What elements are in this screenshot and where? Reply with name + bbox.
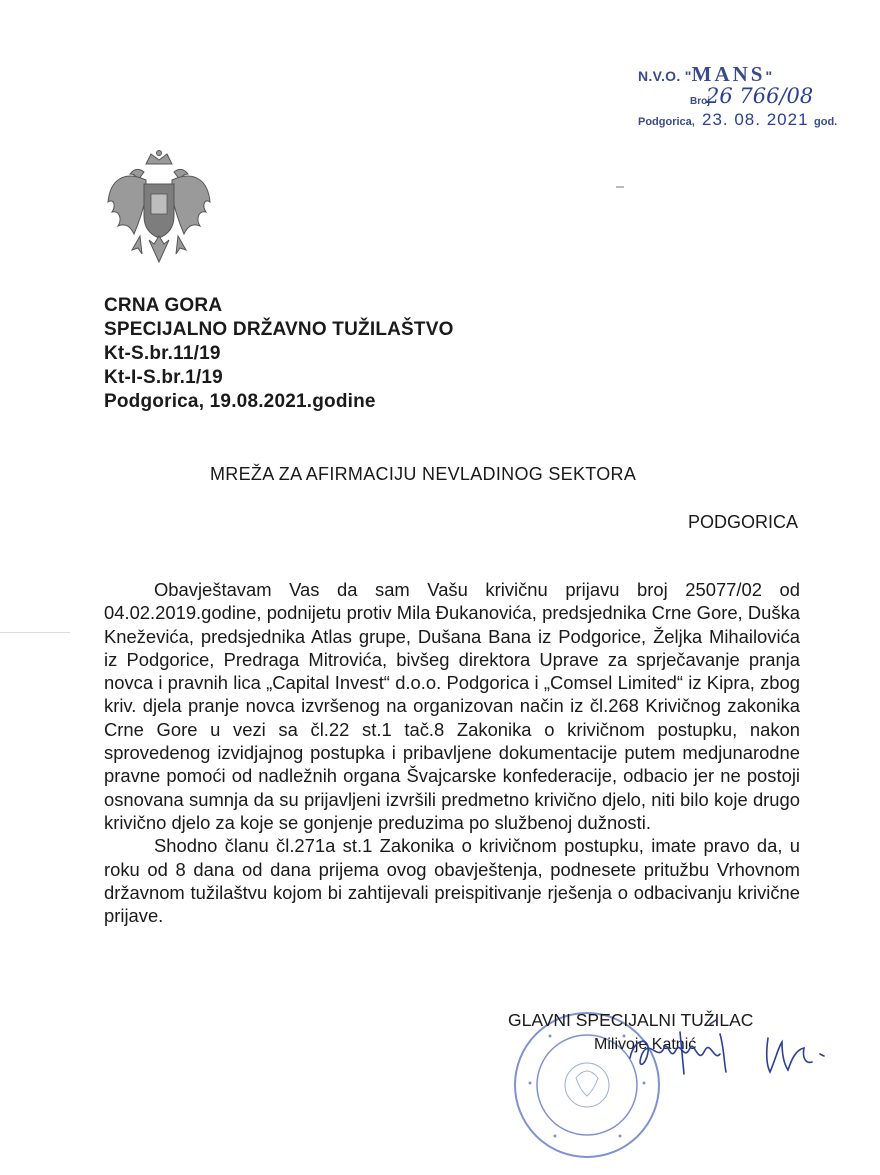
stamp-org-name: MANS [691, 62, 766, 86]
recipient-city: PODGORICA [687, 512, 798, 532]
stamp-year-label: god. [814, 116, 838, 128]
stamp-number-label: Broj [690, 96, 710, 107]
signature-name: Milivoje Katnić [594, 1036, 697, 1053]
body-paragraph-1: Obavještavam Vas da sam Vašu krivičnu prijavu broj 25077/02 od 04.02.2019.godine, podnijetu protiv Mila Đukanovića, predsjednika Crne Gore, Duška Kneževića, predsjednika Atlas grupe, Dušana Bana iz Podgorice, Željka Mihailovića iz Podgorice, Predraga Mitrovića, bivšeg direktora Uprave za sprječavanje pranja novca i pravnih lica „Capital Invest“ d.o.o. Podgorica i „Comsel Limited“ iz Kipra, zbog kriv. djela pranje novca izvršenog na organizovan način iz čl.268 Krivičnog zakonika Crne Gore u vezi sa čl.22 st.1 tač.8 Zakonika o krivičnom postupku, nakon sprovedenog izvidjajnog postupka i pribavljene dokumentacije putem medjunarodne pravne pomoći od nadležnih organa Švajcarske konfederacije, odbacio jer ne postoji osnovana sumnja da su prijavljeni izvršili predmetno krivično djelo, niti bilo koje drugo krivično djelo za koje se gonjenje preduzima po službenoj dužnosti. [104, 579, 800, 833]
registration-stamp [636, 56, 851, 140]
body-paragraph-2: Shodno članu čl.271a st.1 Zakonika o krivičnom postupku, imate pravo da, u roku od 8 dana od dana prijema ovog obavještenja, podnesete pritužbu Vrhovnom državnom tužilaštvu kojom bi zahtijevali preispitivanje rješenja o odbacivanju krivične prijave. [104, 835, 800, 927]
stamp-org: N.V.O. "MANS" [638, 62, 773, 86]
stamp-number-value: 26 766/08 [706, 84, 814, 108]
scan-speck [0, 632, 70, 633]
handwritten-signature [620, 1018, 850, 1088]
stamp-date-value: 23. 08. 2021 [702, 110, 809, 129]
recipient-name: MREŽA ZA AFIRMACIJU NEVLADINOG SEKTORA [210, 464, 637, 484]
coat-of-arms-icon [104, 150, 214, 275]
header-ref-2: Kt-I-S.br.1/19 [104, 367, 223, 388]
signature-title: GLAVNI SPECIJALNI TUŽILAC [508, 1010, 754, 1030]
scan-speck [616, 186, 624, 188]
letter-body [104, 578, 800, 927]
header-institution: SPECIJALNO DRŽAVNO TUŽILAŠTVO [104, 319, 454, 340]
header-place-date: Podgorica, 19.08.2021.godine [104, 391, 376, 412]
stamp-date-label: Podgorica, [638, 116, 695, 128]
header-ref-1: Kt-S.br.11/19 [104, 343, 221, 364]
header-country: CRNA GORA [104, 295, 223, 316]
